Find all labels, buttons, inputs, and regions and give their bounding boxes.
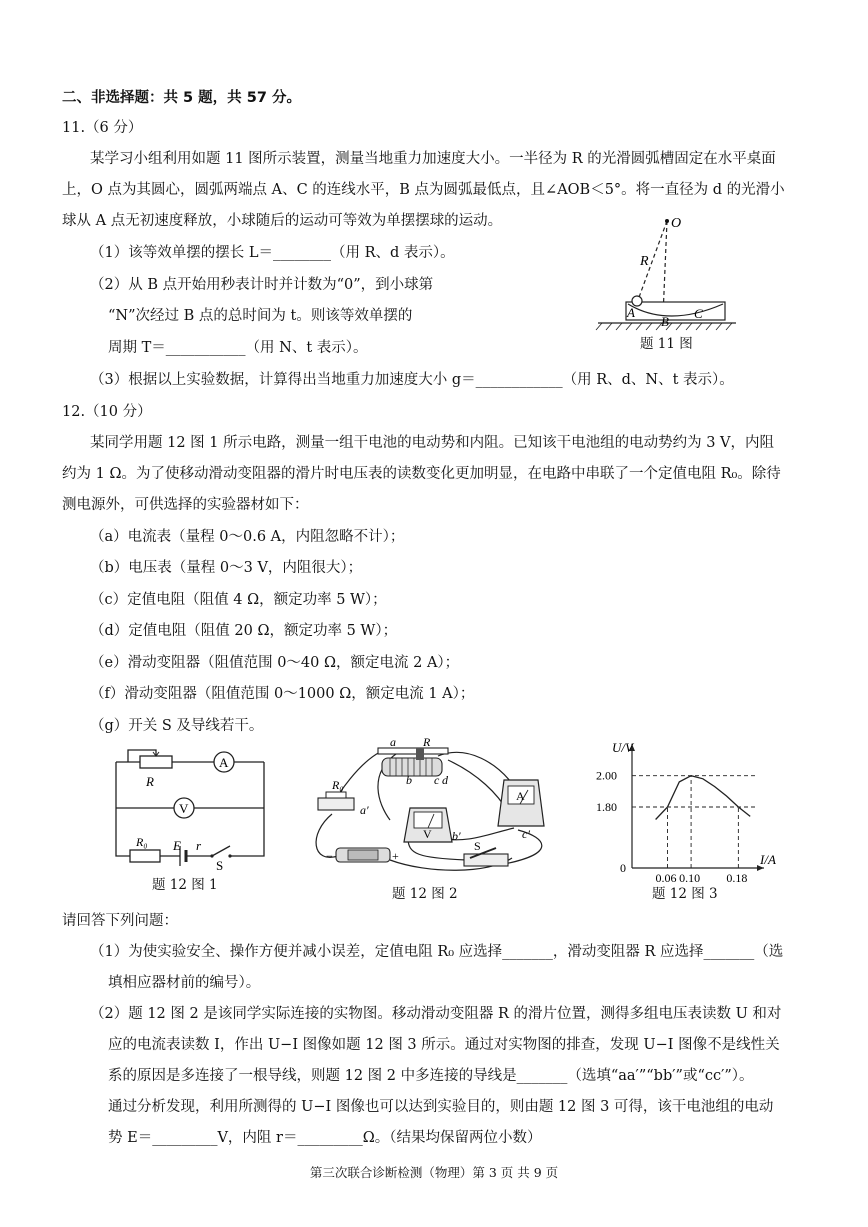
q12-question-1-cont: 填相应器材前的编号）。 [108, 975, 261, 991]
equipment-item: （f）滑动变阻器（阻值范围 0～1000 Ω，额定电流 1 A）； [90, 686, 475, 702]
q12-question-2-cont: 系的原因是多连接了一根导线，则题 12 图 2 中多连接的导线是_______（选填“aa′”“bb′”或“cc′”）。 [108, 1068, 754, 1084]
label-voltmeter: V [179, 801, 189, 816]
figure-12-3-caption: 题 12 图 3 [652, 886, 718, 902]
y-tick-label: 2.00 [596, 768, 617, 783]
section-header: 二、非选择题：共 5 题，共 57 分。 [62, 90, 301, 106]
label-ammeter: A [219, 755, 229, 770]
q12-question-2: （2）题 12 图 2 是该同学实际连接的实物图。移动滑动变阻器 R 的滑片位置，测得多组电压表读数 U 和对 [90, 1006, 782, 1022]
figure-12-2-wiring [298, 734, 560, 879]
label-c: C [694, 306, 703, 321]
q11-part2-cont: “N”次经过 B 点的总时间为 t。则该等效单摆的 [108, 308, 413, 324]
figure-12-1-caption: 题 12 图 1 [152, 877, 218, 893]
r0-symbol [130, 850, 160, 862]
q12-intro-line: 测电源外，可供选择的实验器材如下： [62, 497, 309, 513]
label-battery-minus: − [326, 849, 333, 863]
q11-intro-line: 上，O 点为其圆心，圆弧两端点 A、C 的连线水平，B 点为圆弧最低点，且∠AOB＜5°。将一直径为 d 的光滑小 [62, 182, 785, 198]
q12-question-2-cont: 势 E＝_________V，内阻 r＝_________Ω。（结果均保留两位小数） [108, 1130, 542, 1146]
q11-number: 11.（6 分） [62, 120, 143, 136]
q12-question-2-cont: 应的电流表读数 I，作出 U−I 图像如题 12 图 3 所示。通过对实物图的排查，发现 U−I 图像不是线性关 [108, 1037, 780, 1053]
label-battery-plus: + [392, 849, 399, 863]
label-ammeter: A [516, 789, 525, 803]
q12-intro-line: 某同学用题 12 图 1 所示电路，测量一组干电池的电动势和内阻。已知该干电池组的电动势约为 3 V，内阻 [90, 435, 775, 451]
equipment-item: （g）开关 S 及导线若干。 [90, 718, 264, 734]
origin-label: 0 [620, 861, 626, 875]
label-b-prime: b′ [452, 829, 461, 843]
label-b: b [406, 773, 412, 787]
label-voltmeter: V [423, 827, 432, 841]
label-rheostat: R [146, 774, 154, 789]
label-r0: R₀ [332, 778, 344, 792]
label-c: c [434, 773, 440, 787]
label-c-prime: c′ [522, 827, 530, 841]
equipment-item: （c）定值电阻（阻值 4 Ω，额定功率 5 W）； [90, 592, 387, 608]
label-switch: S [216, 858, 224, 873]
q12-question-1: （1）为使实验安全、操作方便并减小误差，定值电阻 R₀ 应选择_______，滑动变阻器 R 应选择_______（选 [90, 944, 784, 960]
q12-prompt: 请回答下列问题： [62, 913, 178, 929]
q11-part2: （2）从 B 点开始用秒表计时并计数为“0”，到小球第 [90, 277, 434, 293]
label-r0: R₀ [136, 835, 148, 849]
label-emf: E [173, 838, 181, 853]
equipment-item: （a）电流表（量程 0～0.6 A，内阻忽略不计）； [90, 529, 405, 545]
center-point-o [665, 219, 669, 223]
y-axis-label: U/V [612, 740, 633, 755]
y-tick-label: 1.80 [596, 800, 617, 814]
equipment-item: （e）滑动变阻器（阻值范围 0～40 Ω，额定电流 2 A）； [90, 655, 460, 671]
battery-device [336, 848, 390, 862]
equipment-item: （d）定值电阻（阻值 20 Ω，额定功率 5 W）； [90, 623, 398, 639]
figure-11-caption: 题 11 图 [640, 336, 693, 352]
r0-resistor-device [318, 792, 354, 810]
switch-device [464, 848, 508, 866]
x-tick-label: 0.18 [726, 871, 748, 883]
q12-number: 12.（10 分） [62, 404, 152, 420]
label-switch: S [474, 839, 481, 853]
q12-intro-line: 约为 1 Ω。为了使移动滑动变阻器的滑片时电压表的读数变化更加明显，在电路中串联了一个定值电阻 R₀。除待 [62, 466, 781, 482]
label-rheostat: R [423, 735, 431, 749]
figure-12-3-chart [578, 738, 788, 883]
figure-12-2-caption: 题 12 图 2 [392, 886, 458, 902]
u-i-curve [656, 776, 751, 820]
label-a: a [390, 735, 396, 749]
x-tick-label: 0.06 [655, 871, 677, 883]
switch-lever [212, 846, 230, 856]
page-footer: 第三次联合诊断检测（物理）第 3 页 共 9 页 [309, 1165, 559, 1180]
rheostat-symbol [140, 756, 172, 768]
label-a: A [627, 305, 635, 320]
label-b: B [661, 314, 669, 329]
label-r: R [640, 254, 649, 269]
label-a-prime: a′ [360, 803, 369, 817]
x-axis-label: I/A [760, 852, 776, 867]
label-d: d [442, 773, 448, 787]
rheostat-device [378, 748, 448, 776]
label-o: O [671, 216, 682, 231]
q11-part3: （3）根据以上实验数据，计算得出当地重力加速度大小 g＝____________（用 R、d、N、t 表示）。 [90, 372, 734, 388]
label-internal-r: r [196, 838, 202, 853]
q11-intro-line: 某学习小组利用如题 11 图所示装置，测量当地重力加速度大小。一半径为 R 的光滑圆弧槽固定在水平桌面 [90, 151, 776, 167]
ammeter-device [498, 780, 544, 826]
q12-question-2-cont: 通过分析发现，利用所测得的 U−I 图像也可以达到实验目的，则由题 12 图 3 可得，该干电池组的电动 [108, 1099, 774, 1115]
figure-11 [590, 212, 750, 340]
q11-part2-cont: 周期 T＝___________（用 N、t 表示）。 [108, 340, 368, 356]
guide-lines [632, 776, 758, 868]
figure-12-1-circuit [100, 748, 275, 873]
q11-part1: （1）该等效单摆的摆长 L＝________（用 R、d 表示）。 [90, 245, 455, 261]
x-tick-label: 0.10 [679, 871, 701, 883]
equipment-item: （b）电压表（量程 0～3 V，内阻很大）； [90, 560, 363, 576]
q11-intro-line: 球从 A 点无初速度释放，小球随后的运动可等效为单摆摆球的运动。 [62, 213, 503, 229]
